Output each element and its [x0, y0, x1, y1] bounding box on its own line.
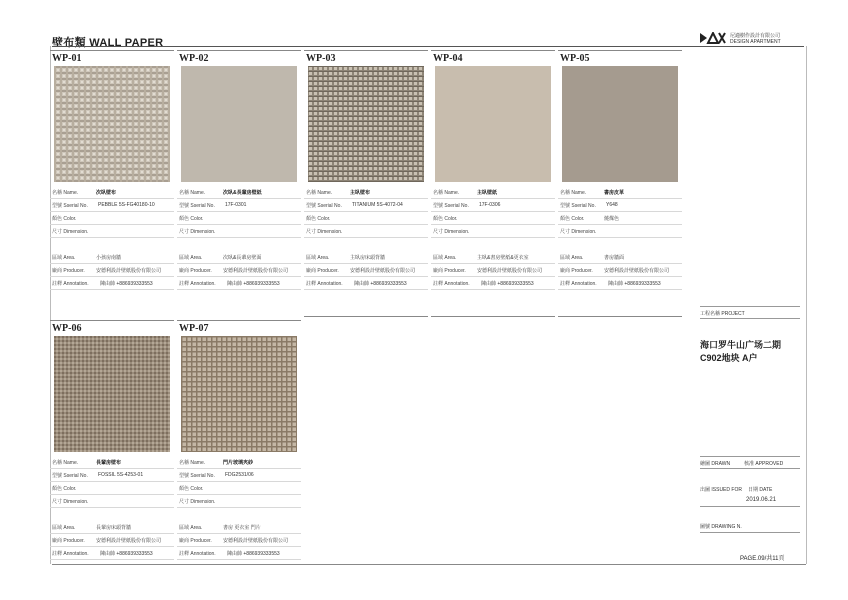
- field-label-producer: 廠商 Producer.: [306, 268, 339, 274]
- field-label-name: 名稱 Name.: [560, 190, 587, 196]
- field-value-producer: 安德利設計壁紙股份有限公司: [223, 538, 289, 544]
- field-label-area: 區域 Area.: [52, 525, 76, 531]
- field-value-annotation: 陳由帥 +886939333553: [100, 281, 153, 287]
- field-row-color: [50, 212, 174, 225]
- field-label-area: 區域 Area.: [179, 255, 203, 261]
- field-row-name: [431, 186, 555, 199]
- field-value-producer: 安德利設計壁紙股份有限公司: [477, 268, 543, 274]
- field-label-producer: 廠商 Producer.: [179, 538, 212, 544]
- field-label-serial: 型號 Sserial No.: [52, 203, 88, 209]
- card-divider: [50, 50, 174, 51]
- approved-label: 核准 APPROVED: [744, 461, 784, 467]
- field-label-dimension: 尺寸 Dimension.: [52, 499, 89, 505]
- material-card: [177, 320, 301, 564]
- field-value-name: 書房皮革: [604, 190, 625, 196]
- field-value-serial: Y648: [606, 202, 618, 208]
- field-row-producer: [304, 264, 428, 277]
- empty-card-8: [304, 316, 428, 564]
- project-name-line2: C902地块 A户: [700, 353, 758, 363]
- material-card: [50, 50, 174, 294]
- material-swatch: [54, 336, 170, 452]
- project-label: 工程名稱 PROJECT: [700, 311, 745, 317]
- field-value-annotation: 陳由帥 +886939333553: [100, 551, 153, 557]
- field-label-name: 名稱 Name.: [306, 190, 333, 196]
- material-code: WP-03: [306, 53, 336, 64]
- field-row-dimension: [177, 225, 301, 238]
- field-value-serial: TITANIUM 5S-4072-04: [352, 202, 403, 208]
- field-label-name: 名稱 Name.: [433, 190, 460, 196]
- material-card: [558, 50, 682, 294]
- field-row-name: [50, 186, 174, 199]
- field-label-color: 顏色 Color.: [179, 216, 204, 222]
- field-label-color: 顏色 Color.: [306, 216, 331, 222]
- field-row-annotation: [50, 277, 174, 290]
- field-value-name: 門片玻璃夾紗: [223, 460, 254, 466]
- field-value-serial: 17F-0301: [225, 202, 247, 208]
- field-row-producer: [50, 264, 174, 277]
- field-value-annotation: 陳由帥 +886939333553: [227, 281, 280, 287]
- field-value-area: 長輩房床頭背牆: [96, 525, 132, 531]
- field-label-name: 名稱 Name.: [52, 190, 79, 196]
- field-label-dimension: 尺寸 Dimension.: [52, 229, 89, 235]
- material-code: WP-02: [179, 53, 209, 64]
- field-label-name: 名稱 Name.: [52, 460, 79, 466]
- field-row-dimension: [304, 225, 428, 238]
- field-row-serial: [304, 199, 428, 212]
- field-value-area: 次臥&長輩房壁面: [223, 255, 262, 261]
- field-row-serial: [50, 469, 174, 482]
- field-row-area: [50, 521, 174, 534]
- field-value-annotation: 陳由帥 +886939333553: [481, 281, 534, 287]
- field-value-name: 次臥&長輩房壁紙: [223, 190, 262, 196]
- field-row-color: [177, 482, 301, 495]
- field-value-serial: 17F-0306: [479, 202, 501, 208]
- field-label-serial: 型號 Sserial No.: [179, 473, 215, 479]
- issued-label: 出圖 ISSUED FOR: [700, 487, 742, 493]
- page-title: 壁布類 WALL PAPER: [52, 37, 164, 49]
- field-row-annotation: [50, 547, 174, 560]
- field-label-annotation: 註釋 Annotation.: [560, 281, 597, 287]
- field-row-name: [177, 186, 301, 199]
- field-value-name: 次臥壁布: [96, 190, 117, 196]
- field-value-area: 書房牆面: [604, 255, 625, 261]
- field-row-name: [558, 186, 682, 199]
- field-row-serial: [50, 199, 174, 212]
- field-label-annotation: 註釋 Annotation.: [306, 281, 343, 287]
- field-label-serial: 型號 Sserial No.: [306, 203, 342, 209]
- material-card: [431, 50, 555, 294]
- field-label-serial: 型號 Sserial No.: [179, 203, 215, 209]
- field-row-dimension: [431, 225, 555, 238]
- field-value-name: 主臥壁布: [350, 190, 371, 196]
- field-row-producer: [50, 534, 174, 547]
- material-code: WP-04: [433, 53, 463, 64]
- material-swatch: [181, 336, 297, 452]
- field-row-producer: [177, 264, 301, 277]
- field-label-name: 名稱 Name.: [179, 190, 206, 196]
- field-row-dimension: [177, 495, 301, 508]
- top-rule: [52, 46, 804, 47]
- field-row-color: [431, 212, 555, 225]
- empty-card-9: [431, 316, 555, 564]
- field-label-color: 顏色 Color.: [52, 486, 77, 492]
- field-row-dimension: [558, 225, 682, 238]
- field-label-producer: 廠商 Producer.: [433, 268, 466, 274]
- card-divider: [431, 50, 555, 51]
- field-row-color: [177, 212, 301, 225]
- field-row-area: [177, 521, 301, 534]
- field-label-color: 顏色 Color.: [52, 216, 77, 222]
- material-swatch: [54, 66, 170, 182]
- field-row-area: [304, 251, 428, 264]
- material-swatch: [181, 66, 297, 182]
- material-card: [50, 320, 174, 564]
- field-value-annotation: 陳由帥 +886939333553: [227, 551, 280, 557]
- field-row-serial: [177, 469, 301, 482]
- field-value-producer: 安德利設計壁紙股份有限公司: [96, 268, 162, 274]
- field-row-serial: [177, 199, 301, 212]
- brand-block: [700, 30, 810, 48]
- field-value-serial: FOSSIL 5S-4253-01: [98, 472, 144, 478]
- material-card: [177, 50, 301, 294]
- field-row-annotation: [558, 277, 682, 290]
- card-divider: [304, 50, 428, 51]
- brand-name-cn: 尼適樹作設計有限公司: [730, 33, 781, 39]
- field-row-producer: [177, 534, 301, 547]
- field-value-area: 書房 更衣室 門片: [223, 525, 261, 531]
- field-value-area: 小孩房南牆: [96, 255, 122, 261]
- material-swatch: [308, 66, 424, 182]
- field-value-serial: PEBBLE 5S-FG40180-10: [98, 202, 155, 208]
- drawn-label: 繪圖 DRAWN: [700, 461, 731, 467]
- field-label-color: 顏色 Color.: [433, 216, 458, 222]
- field-label-annotation: 註釋 Annotation.: [433, 281, 470, 287]
- field-label-dimension: 尺寸 Dimension.: [179, 229, 216, 235]
- material-swatch: [562, 66, 678, 182]
- field-label-producer: 廠商 Producer.: [179, 268, 212, 274]
- field-label-serial: 型號 Sserial No.: [560, 203, 596, 209]
- field-value-name: 長輩房壁布: [96, 460, 122, 466]
- drawing-number-label: 圖號 DRAWING N.: [700, 524, 742, 530]
- field-label-dimension: 尺寸 Dimension.: [306, 229, 343, 235]
- field-row-color: [50, 482, 174, 495]
- field-value-name: 主臥壁紙: [477, 190, 498, 196]
- field-row-annotation: [177, 547, 301, 560]
- field-row-producer: [431, 264, 555, 277]
- material-code: WP-05: [560, 53, 590, 64]
- card-divider: [177, 50, 301, 51]
- field-label-color: 顏色 Color.: [560, 216, 585, 222]
- field-label-annotation: 註釋 Annotation.: [52, 281, 89, 287]
- empty-card-10: [558, 316, 682, 564]
- field-value-annotation: 陳由帥 +886939333553: [608, 281, 661, 287]
- field-row-area: [50, 251, 174, 264]
- field-row-name: [50, 456, 174, 469]
- field-value-annotation: 陳由帥 +886939333553: [354, 281, 407, 287]
- material-code: WP-07: [179, 323, 209, 334]
- field-value-producer: 安德利設計壁紙股份有限公司: [96, 538, 162, 544]
- field-label-dimension: 尺寸 Dimension.: [179, 499, 216, 505]
- field-row-serial: [558, 199, 682, 212]
- field-label-producer: 廠商 Producer.: [52, 538, 85, 544]
- material-card: [304, 50, 428, 294]
- card-divider: [177, 320, 301, 321]
- field-row-color: [304, 212, 428, 225]
- field-value-area: 主臥房床頭背牆: [350, 255, 386, 261]
- field-row-name: [177, 456, 301, 469]
- field-label-area: 區域 Area.: [179, 525, 203, 531]
- field-label-name: 名稱 Name.: [179, 460, 206, 466]
- date-label: 日期 DATE: [748, 487, 773, 493]
- field-row-area: [431, 251, 555, 264]
- field-value-producer: 安德利設計壁紙股份有限公司: [604, 268, 670, 274]
- bottom-rule: [52, 564, 806, 565]
- page-number: PAGE.09/共11頁: [740, 556, 785, 562]
- material-code: WP-06: [52, 323, 82, 334]
- field-label-producer: 廠商 Producer.: [560, 268, 593, 274]
- field-value-area: 主臥&書房壁紙&更衣室: [477, 255, 529, 261]
- field-row-color: [558, 212, 682, 225]
- field-row-area: [558, 251, 682, 264]
- material-code: WP-01: [52, 53, 82, 64]
- field-value-producer: 安德利設計壁紙股份有限公司: [350, 268, 416, 274]
- field-label-area: 區域 Area.: [52, 255, 76, 261]
- field-label-area: 區域 Area.: [560, 255, 584, 261]
- field-row-area: [177, 251, 301, 264]
- field-row-name: [304, 186, 428, 199]
- date-value: 2019.06.21: [746, 497, 777, 503]
- card-divider: [558, 50, 682, 51]
- right-border: [806, 46, 807, 564]
- brand-name-en: DESIGN APARTMENT: [730, 39, 781, 45]
- field-label-dimension: 尺寸 Dimension.: [433, 229, 470, 235]
- field-label-annotation: 註釋 Annotation.: [52, 551, 89, 557]
- field-label-annotation: 註釋 Annotation.: [179, 281, 216, 287]
- field-row-producer: [558, 264, 682, 277]
- field-row-dimension: [50, 495, 174, 508]
- field-row-serial: [431, 199, 555, 212]
- project-name-line1: 海口罗牛山广场二期: [700, 340, 782, 350]
- field-row-annotation: [177, 277, 301, 290]
- field-label-annotation: 註釋 Annotation.: [179, 551, 216, 557]
- brand-logo-icon: [700, 32, 726, 44]
- field-label-serial: 型號 Sserial No.: [433, 203, 469, 209]
- field-row-dimension: [50, 225, 174, 238]
- field-row-annotation: [431, 277, 555, 290]
- field-label-dimension: 尺寸 Dimension.: [560, 229, 597, 235]
- field-label-color: 顏色 Color.: [179, 486, 204, 492]
- field-label-area: 區域 Area.: [433, 255, 457, 261]
- field-value-producer: 安德利設計壁紙股份有限公司: [223, 268, 289, 274]
- material-swatch: [435, 66, 551, 182]
- card-divider: [50, 320, 174, 321]
- field-label-producer: 廠商 Producer.: [52, 268, 85, 274]
- field-value-color: 燒煤色: [604, 216, 620, 222]
- field-label-serial: 型號 Sserial No.: [52, 473, 88, 479]
- field-label-area: 區域 Area.: [306, 255, 330, 261]
- field-row-annotation: [304, 277, 428, 290]
- field-value-serial: FDG2531/06: [225, 472, 254, 478]
